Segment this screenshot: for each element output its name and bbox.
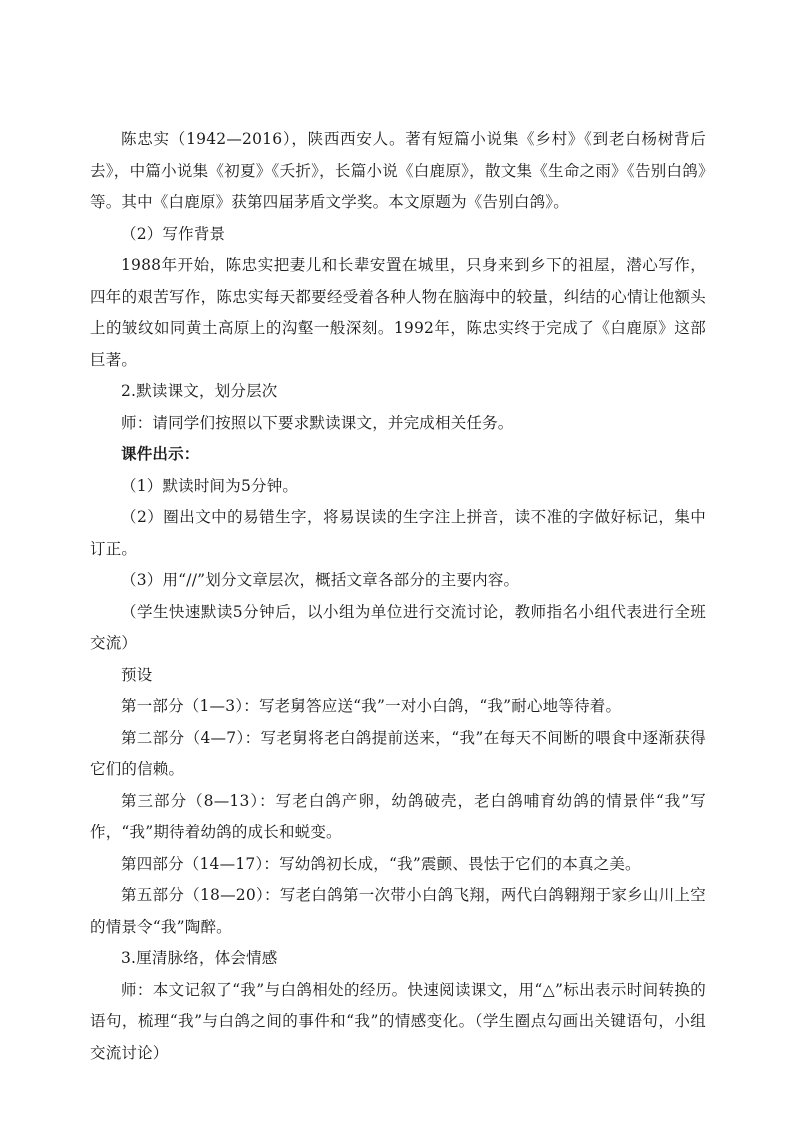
step-heading-structure: 3.厘清脉络，体会情感 [121,949,278,967]
courseware-label: 课件出示： [121,445,200,463]
part-2-summary: 第二部分（4—7）：写老舅将老白鸽提前送来，“我”在每天不间断的喂食中逐渐获得它们的信赖。 [90,728,706,778]
background-paragraph: 1988年开始，陈忠实把妻儿和长辈安置在城里，只身来到乡下的祖屋，潜心写作，四年的艰苦写作，陈忠实每天都要经受着各种人物在脑海中的较量，纠结的心情让他额头上的皱纹如同黄土高原上的沟壑一般深刻。1992年，陈忠实终于完成了《白鹿原》这部巨著。 [90,256,706,369]
author-intro-paragraph: 陈忠实（1942—2016），陕西西安人。著有短篇小说集《乡村》《到老白杨树背后去》，中篇小说集《初夏》《夭折》，长篇小说《白鹿原》，散文集《生命之雨》《告别白鸽》等。其中《白鹿原》获第四届茅盾文学奖。本文原题为《告别白鸽》。 [90,130,706,211]
task-item-3: （3）用“//”划分文章层次，概括文章各部分的主要内容。 [121,571,520,589]
task-item-1: （1）默读时间为5分钟。 [121,476,299,495]
teacher-structure-instruction: 师：本文记叙了“我”与白鸽相处的经历。快速阅读课文，用“△”标出表示时间转换的语句，梳理“我”与白鸽之间的事件和“我”的情感变化。（学生圈点勾画出关键语句，小组交流讨论） [90,980,706,1062]
part-4-summary: 第四部分（14—17）：写幼鸽初长成，“我”震颤、畏怯于它们的本真之美。 [121,854,641,873]
teacher-instruction: 师：请同学们按照以下要求默读课文，并完成相关任务。 [121,413,514,432]
part-5-summary: 第五部分（18—20）：写老白鸽第一次带小白鸽飞翔，两代白鸽翱翔于家乡山川上空的情景令“我”陶醉。 [90,886,706,936]
section-heading-background: （2）写作背景 [121,224,226,243]
preset-label: 预设 [121,665,153,684]
student-activity-note: （学生快速默读5分钟后，以小组为单位进行交流讨论，教师指名小组代表进行全班交流） [90,602,706,652]
part-1-summary: 第一部分（1—3）：写老舅答应送“我”一对小白鸽，“我”耐心地等待着。 [121,697,622,715]
part-3-summary: 第三部分（8—13）：写老白鸽产卵，幼鸽破壳，老白鸽哺育幼鸽的情景伴“我”写作，“我”期待着幼鸽的成长和蜕变。 [90,791,706,841]
task-item-2: （2）圈出文中的易错生字，将易误读的生字注上拼音，读不准的字做好标记，集中订正。 [90,508,706,558]
step-heading-silent-reading: 2.默读课文，划分层次 [121,382,278,400]
